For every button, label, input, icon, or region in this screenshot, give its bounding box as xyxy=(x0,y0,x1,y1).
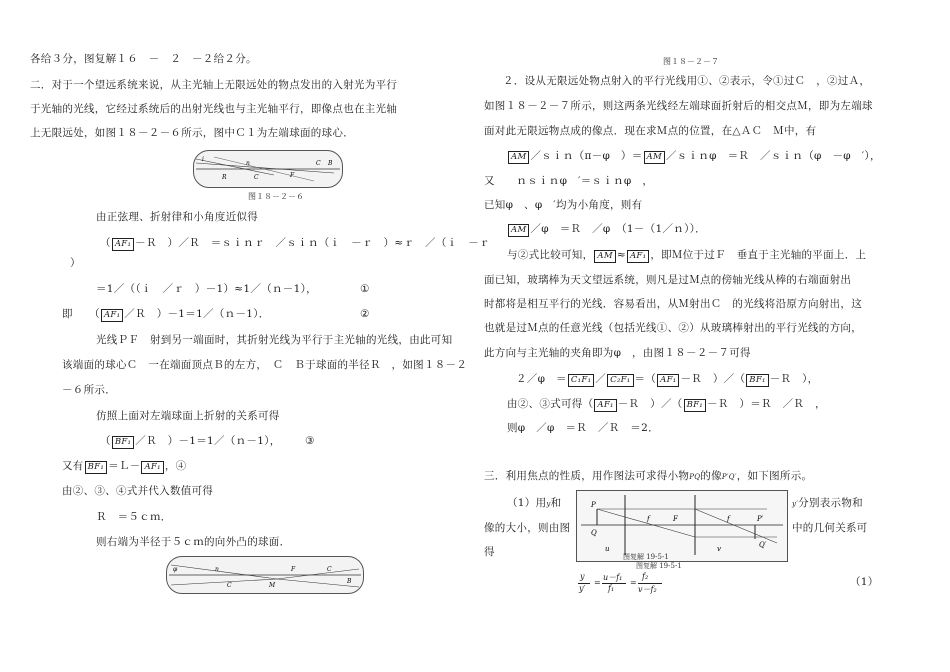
svg-text:B: B xyxy=(328,160,333,167)
overline-segment: AM xyxy=(508,151,529,164)
text-line: 像的大小，则由图 xyxy=(484,522,571,534)
svg-text:v: v xyxy=(717,545,721,553)
svg-text:F: F xyxy=(291,566,296,573)
text-line: 也就是过Ｍ点的任意光线（包括光线①、②）从玻璃棒射出的平行光线的方向， xyxy=(484,322,862,334)
svg-text:Q′: Q′ xyxy=(759,541,767,549)
text-line: 上无限远处，如图１８－２－６所示，图中Ｃ１为左端球面的球心． xyxy=(30,127,354,139)
svg-text:F: F xyxy=(290,172,295,179)
overline-segment: AF₁ xyxy=(627,250,649,263)
equation-line: Ｒ ＝５ｃｍ． xyxy=(96,511,172,523)
equation-line: 则φ ／φ ＝Ｒ ／Ｒ ＝2． xyxy=(507,422,659,434)
frac-lhs-numerator: y xyxy=(580,572,585,581)
equation-line: ２／φ ＝ C₁F₁ ／ C₂F₁ ＝（ AF₁ －Ｒ ）／（ BF₁ －Ｒ ）， xyxy=(516,373,819,385)
text-line: 该端面的球心Ｃ 一在端面顶点Ｂ的左方， Ｃ Ｂ于球面的半径Ｒ ，如图１８－２ xyxy=(62,359,468,371)
figure-18-2-6-top xyxy=(193,150,343,188)
overline-segment: AF₁ xyxy=(101,309,123,322)
section-heading: 二．对于一个望远系统来说，从主光轴上无限远处的物点发出的入射光为平行 xyxy=(30,79,398,91)
overline-segment: BF₁ xyxy=(746,374,768,387)
figure-caption: 图复解 19-5-1 xyxy=(636,562,682,570)
text-line: －６所示． xyxy=(62,384,116,396)
svg-text:Q: Q xyxy=(591,529,597,537)
overline-segment: BF₁ xyxy=(684,399,706,412)
text-line: 由正弦理、折射律和小角度近似得 xyxy=(96,211,258,223)
figure-19-5-1 xyxy=(576,490,788,562)
equation-line: （ BF₁ ／Ｒ ）－1＝1／（ｎ－1）， xyxy=(100,435,281,447)
frac-mid-numerator: u－f₁ xyxy=(603,573,623,582)
lens-ray-diagram xyxy=(577,491,787,561)
text-line: 各给３分，图复解１６ － ２ －２给２分。 xyxy=(30,53,257,65)
svg-text:C: C xyxy=(327,566,332,573)
overline-segment: C₂F₁ xyxy=(607,374,633,387)
figure-glass-rod-bottom xyxy=(166,556,364,594)
text-line: 此方向与主光轴的夹角即为φ ，由图１８－２－７可得 xyxy=(484,347,751,359)
frac-lhs-denominator: y′ xyxy=(579,584,586,593)
svg-text:C: C xyxy=(316,160,321,167)
svg-text:P′: P′ xyxy=(757,515,764,523)
figure-caption: 图１８－２－６ xyxy=(248,192,304,201)
equation-number: ③ xyxy=(305,435,315,447)
text-line: 中的几何关系可 xyxy=(792,522,868,534)
text-line: 由②、③、④式并代入数值可得 xyxy=(62,485,214,497)
text-line: ２．设从无限远处物点射入的平行光线用①、②表示，令①过Ｃ ，②过Ａ， xyxy=(503,75,871,87)
equation-line: 由②、③式可得（ AF₁ －Ｒ ）／（ BF₁ －Ｒ ）＝Ｒ ／Ｒ ， xyxy=(507,398,826,410)
equation-line: （ AF₁ －Ｒ ）／Ｒ ＝ｓｉｎｒ ／ｓｉｎ（ｉ －ｒ ）≈ｒ ／（ｉ －ｒ xyxy=(100,237,490,249)
overline-segment: AF₁ xyxy=(657,374,679,387)
text-line: 与②式比较可知， AM ≈ AF₁ ，即Ｍ位于过Ｆ 垂直于主光轴的平面上．上 xyxy=(507,249,867,261)
text-line: 如图１８－２－７所示，则这两条光线经左端球面折射后的相交点Ｍ，即为左端球 xyxy=(484,100,873,112)
svg-text:P: P xyxy=(591,501,596,509)
overline-segment: AM xyxy=(644,151,665,164)
figure-caption: 图复解 19-5-1 xyxy=(623,553,669,561)
overline-segment: AF₁ xyxy=(112,238,134,251)
glass-rod-diagram xyxy=(194,151,342,187)
equation-line: ＝1／（（ｉ ／ｒ ）－1）≈1／（ｎ－1）， xyxy=(96,283,317,295)
overline-segment: BF₁ xyxy=(85,461,107,474)
equation-number: ② xyxy=(360,308,370,320)
fraction-equation: y y′ = u－f₁ f₁ = f₂ v－f₂ xyxy=(576,572,686,602)
equation-line: AM ／φ ＝Ｒ ／φ （1－（1／ｎ））． xyxy=(507,222,706,237)
svg-text:R: R xyxy=(222,174,227,181)
text-line: y′分别表示物和 xyxy=(792,497,863,509)
text-line: 面已知，玻璃棒为天文望远系统，则凡是过Ｍ点的傍轴光线从棒的右端面射出 xyxy=(484,274,852,286)
frac-rhs-denominator: v－f₂ xyxy=(638,585,657,594)
svg-text:i: i xyxy=(202,156,204,163)
equation-number: （1） xyxy=(850,576,879,588)
text-line: 得 xyxy=(484,546,495,558)
equation-line: ） xyxy=(70,257,81,269)
text-line: 已知φ 、φ ′均为小角度，则有 xyxy=(484,199,643,211)
frac-rhs-numerator: f₂ xyxy=(642,572,649,581)
svg-text:f: f xyxy=(727,515,730,523)
glass-rod-diagram-full xyxy=(167,557,363,593)
svg-text:n: n xyxy=(215,566,219,573)
equation-line: 又有 BF₁ ＝Ｌ－ AF₁ ，④ xyxy=(62,460,187,472)
svg-text:u: u xyxy=(605,545,610,553)
svg-text:F: F xyxy=(673,515,678,523)
svg-text:C: C xyxy=(254,174,259,181)
figure-caption: 图１８－２－７ xyxy=(663,57,719,66)
equation-number: ① xyxy=(360,283,370,295)
text-line: （1）用y和 xyxy=(507,497,562,509)
section-heading: 三．利用焦点的性质，用作图法可求得小物PQ的像P′Q′，如下图所示。 xyxy=(484,470,813,482)
text-line: 时都将是相互平行的光线．容易看出，从Ｍ射出Ｃ 的光线将沿原方向射出，这 xyxy=(484,298,862,310)
svg-text:f: f xyxy=(647,515,650,523)
overline-segment: C₁F₁ xyxy=(568,374,594,387)
svg-text:n: n xyxy=(246,160,250,167)
svg-text:M: M xyxy=(269,582,276,589)
svg-text:C: C xyxy=(227,582,232,589)
text-line: 仿照上面对左端球面上折射的关系可得 xyxy=(96,410,280,422)
overline-segment: BF₁ xyxy=(112,436,134,449)
text-line: 光线ＰＦ 射到另一端面时，其折射光线为平行于主光轴的光线，由此可知 xyxy=(96,334,453,346)
equation-line: AM ／ｓｉｎ（π－φ ）＝ AM ／ｓｉｎφ ＝Ｒ ／ｓｉｎ（φ －φ ′）， xyxy=(507,149,881,164)
overline-segment: AF₁ xyxy=(594,399,616,412)
overline-segment: AM xyxy=(594,250,615,263)
equation-line: 即 （ AF₁ ／Ｒ ）－1＝1／（ｎ－1）． xyxy=(62,308,270,320)
frac-mid-denominator: f₁ xyxy=(608,584,615,593)
svg-text:φ: φ xyxy=(173,566,178,573)
equation-line: 又 ｎｓｉｎφ ′＝ｓｉｎφ ， xyxy=(484,175,654,187)
text-line: 于光轴的光线，它经过系统后的出射光线也与主光轴平行，即像点也在主光轴 xyxy=(30,103,398,115)
text-line: 面对此无限远物点成的像点．现在求Ｍ点的位置，在△ＡＣ Ｍ中，有 xyxy=(484,125,817,137)
text-line: 则右端为半径于５ｃｍ的向外凸的球面． xyxy=(96,536,291,548)
svg-text:B: B xyxy=(347,578,352,585)
overline-segment: AF₁ xyxy=(141,461,163,474)
overline-segment: AM xyxy=(508,224,529,237)
